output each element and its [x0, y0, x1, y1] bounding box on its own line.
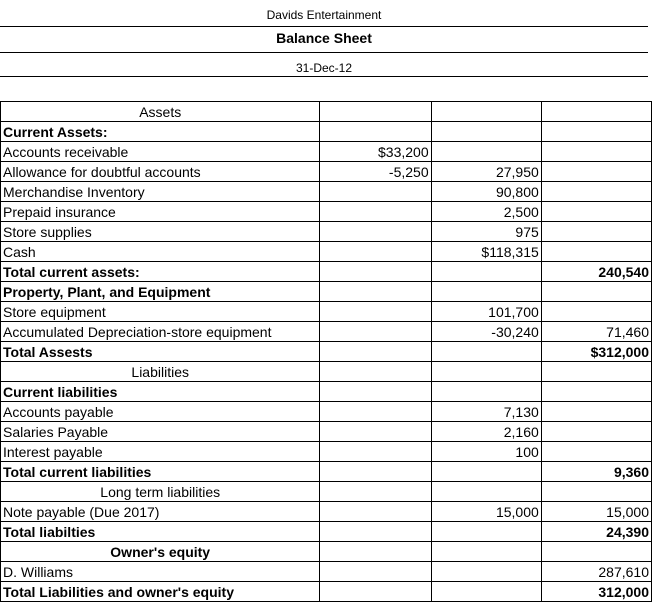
table-row [1, 222, 652, 242]
detail-amount[interactable] [320, 582, 431, 602]
detail-amount[interactable]: -5,250 [320, 162, 431, 182]
subtotal-amount[interactable]: 2,160 [431, 422, 541, 442]
detail-amount[interactable] [320, 282, 431, 302]
row-label[interactable]: Property, Plant, and Equipment [1, 282, 320, 302]
row-label[interactable]: Current Assets: [1, 122, 320, 142]
table-row [1, 322, 652, 342]
subtotal-amount[interactable] [431, 102, 541, 122]
row-label[interactable]: D. Williams [1, 562, 320, 582]
total-amount[interactable] [541, 382, 651, 402]
table-row [1, 342, 652, 362]
detail-amount[interactable] [320, 242, 431, 262]
table-row [1, 422, 652, 442]
subtotal-amount[interactable]: 101,700 [431, 302, 541, 322]
subtotal-amount[interactable]: 90,800 [431, 182, 541, 202]
subtotal-amount[interactable] [431, 582, 541, 602]
subtotal-amount[interactable] [431, 282, 541, 302]
total-amount[interactable] [541, 482, 651, 502]
row-label[interactable]: Accounts payable [1, 402, 320, 422]
row-label[interactable]: Merchandise Inventory [1, 182, 320, 202]
detail-amount[interactable] [320, 302, 431, 322]
table-row [1, 522, 652, 542]
detail-amount[interactable] [320, 482, 431, 502]
row-label[interactable]: Current liabilities [1, 382, 320, 402]
total-amount[interactable] [541, 402, 651, 422]
row-label[interactable]: Note payable (Due 2017) [1, 502, 320, 522]
subtotal-amount[interactable] [431, 522, 541, 542]
subtotal-amount[interactable]: $118,315 [431, 242, 541, 262]
detail-amount[interactable]: $33,200 [320, 142, 431, 162]
table-row [1, 122, 652, 142]
subtotal-amount[interactable] [431, 342, 541, 362]
detail-amount[interactable] [320, 182, 431, 202]
table-row [1, 582, 652, 602]
sheet-title: Balance Sheet [276, 30, 372, 46]
total-amount[interactable] [541, 162, 651, 182]
table-row [1, 402, 652, 422]
subtotal-amount[interactable] [431, 382, 541, 402]
table-row [1, 302, 652, 322]
subtotal-amount[interactable] [431, 562, 541, 582]
header-divider [0, 26, 648, 27]
row-label[interactable]: Accounts receivable [1, 142, 320, 162]
subtotal-amount[interactable]: 100 [431, 442, 541, 462]
table-row [1, 142, 652, 162]
detail-amount[interactable] [320, 202, 431, 222]
row-label[interactable]: Accumulated Depreciation-store equipment [1, 322, 320, 342]
row-label[interactable]: Store equipment [1, 302, 320, 322]
detail-amount[interactable] [320, 222, 431, 242]
row-label[interactable]: Total current assets: [1, 262, 320, 282]
table-row [1, 442, 652, 462]
subtotal-amount[interactable]: -30,240 [431, 322, 541, 342]
row-label[interactable]: Prepaid insurance [1, 202, 320, 222]
detail-amount[interactable] [320, 462, 431, 482]
sheet-date: 31-Dec-12 [295, 61, 353, 75]
subtotal-amount[interactable] [431, 542, 541, 562]
total-amount[interactable] [541, 362, 651, 382]
total-amount[interactable]: 15,000 [541, 502, 651, 522]
table-row [1, 482, 652, 502]
detail-amount[interactable] [320, 562, 431, 582]
subtotal-amount[interactable] [431, 462, 541, 482]
table-row [1, 162, 652, 182]
row-label[interactable]: Total current liabilities [1, 462, 320, 482]
detail-amount[interactable] [320, 322, 431, 342]
row-label[interactable]: Cash [1, 242, 320, 262]
table-row [1, 462, 652, 482]
total-amount[interactable] [541, 302, 651, 322]
subtotal-amount[interactable]: 7,130 [431, 402, 541, 422]
header-divider [0, 76, 648, 77]
detail-amount[interactable] [320, 422, 431, 442]
row-label[interactable]: Liabilities [1, 362, 320, 382]
header-divider [0, 52, 648, 53]
table-row [1, 262, 652, 282]
table-row [1, 182, 652, 202]
detail-amount[interactable] [320, 502, 431, 522]
total-amount[interactable] [541, 142, 651, 162]
row-label[interactable]: Store supplies [1, 222, 320, 242]
row-label[interactable]: Total liabilties [1, 522, 320, 542]
total-amount[interactable] [541, 442, 651, 462]
row-label[interactable]: Allowance for doubtful accounts [1, 162, 320, 182]
subtotal-amount[interactable]: 975 [431, 222, 541, 242]
total-amount[interactable] [541, 542, 651, 562]
table-row [1, 202, 652, 222]
subtotal-amount[interactable]: 27,950 [431, 162, 541, 182]
detail-amount[interactable] [320, 442, 431, 462]
row-label[interactable]: Total Assests [1, 342, 320, 362]
table-row [1, 382, 652, 402]
table-row [1, 362, 652, 382]
total-amount[interactable] [541, 202, 651, 222]
subtotal-amount[interactable]: 2,500 [431, 202, 541, 222]
subtotal-amount[interactable] [431, 122, 541, 142]
row-label[interactable]: Salaries Payable [1, 422, 320, 442]
table-row [1, 242, 652, 262]
subtotal-amount[interactable] [431, 262, 541, 282]
detail-amount[interactable] [320, 362, 431, 382]
total-amount[interactable]: 240,540 [541, 262, 651, 282]
table-row [1, 282, 652, 302]
subtotal-amount[interactable] [431, 362, 541, 382]
detail-amount[interactable] [320, 542, 431, 562]
table-row [1, 102, 652, 122]
table-row [1, 502, 652, 522]
row-label[interactable]: Total Liabilities and owner's equity [1, 582, 320, 602]
detail-amount[interactable] [320, 402, 431, 422]
total-amount[interactable] [541, 422, 651, 442]
total-amount[interactable]: $312,000 [541, 342, 651, 362]
table-row [1, 542, 652, 562]
total-amount[interactable]: 9,360 [541, 462, 651, 482]
total-amount[interactable] [541, 242, 651, 262]
balance-sheet-table [0, 101, 652, 602]
detail-amount[interactable] [320, 262, 431, 282]
total-amount[interactable]: 24,390 [541, 522, 651, 542]
total-amount[interactable]: 287,610 [541, 562, 651, 582]
subtotal-amount[interactable] [431, 142, 541, 162]
total-amount[interactable] [541, 182, 651, 202]
detail-amount[interactable] [320, 102, 431, 122]
total-amount[interactable] [541, 102, 651, 122]
total-amount[interactable] [541, 122, 651, 142]
subtotal-amount[interactable]: 15,000 [431, 502, 541, 522]
detail-amount[interactable] [320, 522, 431, 542]
company-name: Davids Entertainment [266, 8, 382, 22]
detail-amount[interactable] [320, 122, 431, 142]
total-amount[interactable]: 312,000 [541, 582, 651, 602]
row-label[interactable]: Owner's equity [1, 542, 320, 562]
row-label[interactable]: Interest payable [1, 442, 320, 462]
detail-amount[interactable] [320, 342, 431, 362]
row-label[interactable]: Long term liabilities [1, 482, 320, 502]
row-label[interactable]: Assets [1, 102, 320, 122]
table-row [1, 562, 652, 582]
total-amount[interactable] [541, 282, 651, 302]
subtotal-amount[interactable] [431, 482, 541, 502]
total-amount[interactable]: 71,460 [541, 322, 651, 342]
detail-amount[interactable] [320, 382, 431, 402]
total-amount[interactable] [541, 222, 651, 242]
